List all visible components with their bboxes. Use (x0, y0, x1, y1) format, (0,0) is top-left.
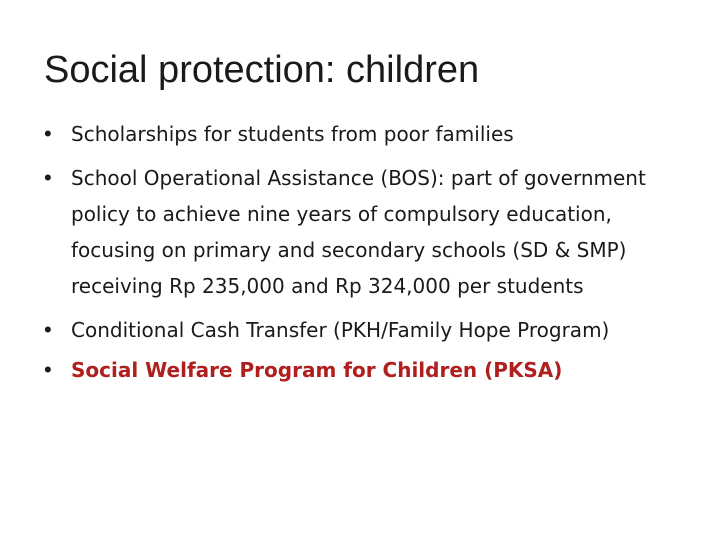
bullet-text-highlight: Social Welfare Program for Children (PKSA) (71, 358, 563, 382)
bullet-item-pksa (44, 352, 684, 388)
bullet-dot-icon: • (44, 165, 52, 190)
bullet-item-scholarships (44, 116, 684, 152)
bullet-item-bos (44, 160, 684, 304)
bullet-text: School Operational Assistance (BOS): part of government policy to achieve nine years of compulsory education, focusing on primary and secondary schools (SD & SMP) receiving Rp 235,000 and Rp 324,000 per students (71, 166, 646, 298)
bullet-list (44, 116, 684, 396)
bullet-dot-icon: • (44, 357, 52, 382)
bullet-item-pkh (44, 312, 684, 348)
bullet-text: Scholarships for students from poor families (71, 122, 514, 146)
slide-title: Social protection: children (44, 49, 480, 91)
bullet-text: Conditional Cash Transfer (PKH/Family Hope Program) (71, 318, 610, 342)
bullet-dot-icon: • (44, 121, 52, 146)
bullet-dot-icon: • (44, 317, 52, 342)
